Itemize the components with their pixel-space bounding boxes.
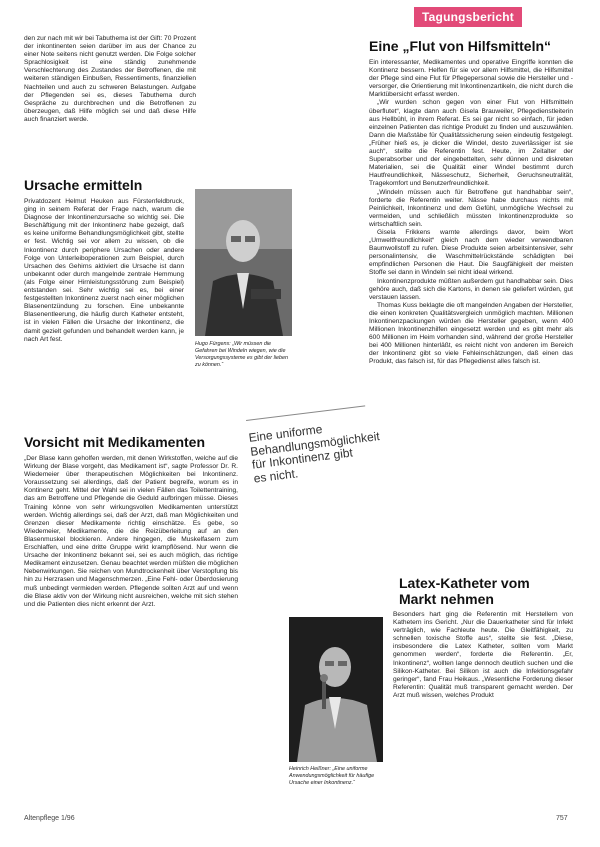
photo-1-caption: Hugo Fürgens: „Wir müssen die Gefahren bei Windeln wiegen, wie die Versorgungssysteme es gibt der lieben zu können.“ (195, 341, 288, 368)
footer-issue: Altenpflege 1/96 (24, 815, 75, 822)
speaker-photo-2-image (289, 617, 383, 762)
section-ursache-ermitteln-text: Privatdozent Helmut Heuken aus Fürstenfeldbruck, ging in seinem Referat der Frage nach, warum die Diagnose der Inkontinenzursache so wichtig sei. Die Beschäftigung mit der Inkontinenz habe gezeigt, daß es keine uniforme Behandlungsmöglichkeit gibt, stellte er fest. Wichtig sei vor allem zu wissen, ob die Inkontinenz durch periphere Ursachen oder andere Folge von Unterleiboperationen zum Beispiel, durch Ursachen des Gehirns aktiviert die Ursache ist dann unbekannt oder durch mangelnde zentrale Hemmung (als Folge einer Hirnleistungsstörung zum Beispiel) entstanden sei. Sehr wichtig sei es, bei einer festgestellten Inkontinenz zuerst nach einer möglichen Blasenentzündung zu forschen. Eine unbekannte Blasenentleerung, die häufig durch Katheter entsteht, ist in vielen Fällen die Ursache der Inkontinenz, die damit gezielt gefunden und behandelt werden kann, je nach Art fest. (24, 198, 184, 343)
section-flut-text: Ein interessanter, Medikamentes und operative Eingriffe konnten die Kontinenz bessern. Helfen für sie vor allem Hilfsmittel, die Hilfsmittel der Pflege sind eine Flut für Pflegepersonal sowie die Hersteller und -versorger, die Orientierung mit Inkontinenzartikeln, die nicht durch die Marktübersicht erfasst werden. „Wir wurden schon gegen von einer Flut von Hilfsmitteln überflutet“, klagte dann auch Gisela Brauweiler, Pflegedienstleiterin aus Hellbühl, in ihrem Referat. Es sei gar nicht so einfach, für jeden einzelnen Patienten das richtige Produkt zu finden und auszuwählen. Dann die Maßstäbe für Qualitätssicherung seien eindeutig festgelegt. „Früher hieß es, je dicker die Windel, desto zuverlässiger ist sie auch“, stellte die Referentin fest. Heute, im Zeitalter der Superabsorber und der eingebettelten, sehr dünnen und diskreten Materialien, sei die Qualität einer Windel bestimmt durch Hautfreundlichkeit, Nässeschutz, Sicherheit, Geruchsneutralität, Tragekomfort und Benutzerfreundlichkeit. „Windeln müssen auch für Betroffene gut handhabbar sein“, forderte die Referentin weiter. Nässe habe durchaus nichts mit Peinlichkeit, Inkontinenz und dem Gefühl, unmögliche Wechsel zu vermeiden, und schließlich müssten Inkontinenzprodukte so wirtschaftlich sein. Gisela Frikkens warnte allerdings davor, beim Wort „Umweltfreundlichkeit“ gleich nach dem wieder verwendbaren Baumwollstoff zu rufen. Diese Produkte seien arbeitsintensiver, sehr personalintensiv, die Waschmittelrückstände schädigten bei empfindlichen Personen die Haut. Die Saugfähigkeit der meisten Stoffe sei dann in Windeln sei nicht ideal wirkend. Inkontinenzprodukte müßten außerdem gut handhabbar sein. Dies gehöre auch, daß sich die Kartons, in denen sie geliefert würden, gut verstauen lassen. Thomas Kuss beklagte die oft mangelnden Angaben der Hersteller, die einen konkreten Qualitätsvergleich unmöglich machten. Millionen Inkontinenzpackungen würden die Hersteller gegeben, wenn 400 Millionen Inkontinenzhilfen eingesetzt werden und es gibt mehr als 600 Millionen im Heim vorhanden sind, während der große Hersteller bei 400 Millionen hinterläßt, es reicht nicht von anderen im Bereich der Inkontinenz gibt so viele Fehleinschätzungen, daß einen das Produkt, das falsch ist, für das Pflegedienst alles falsch ist. (369, 59, 573, 366)
speaker-photo-2 (289, 617, 383, 762)
heading-flut-von-hilfsmitteln: Eine „Flut von Hilfsmitteln“ (369, 38, 552, 54)
heading-ursache-ermitteln: Ursache ermitteln (24, 177, 143, 193)
left-intro-text: den zur nach mit wir bei Tabuthema ist der Gift: 70 Prozent der inkontinenten seien darüber im aus der Chance zu einer Note seitens nicht genutzt werden. Die Folge solcher Sprachlosigkeit ist eine ständig zunehmende Verschlechterung des Zustandes der Betroffenen, die mit weiteren ständigen Einbußen, Ressentiments, finanziellen Nachteilen und auch zu schweren Belastungen. Aufgabe der Pflegenden sei es, dieses Tabuthema durch Gespräche zu durchbrechen und die Betroffenen zu überzeugen, daß Hilfe möglich sei und daß diese Hilfe auch finanziert werde. (24, 35, 196, 123)
photo-2-caption: Heinrich Heißner: „Eine uniforme Anwendungsmöglichkeit für häufige Ursache einer Inkontinenz.“ (289, 766, 375, 786)
heading-vorsicht-mit-medikamenten: Vorsicht mit Medikamenten (24, 434, 206, 450)
speaker-photo-1-image (195, 189, 292, 336)
footer-page-number: 757 (556, 815, 568, 822)
section-label: Tagungsbericht (414, 7, 522, 27)
pull-quote: Eine uniforme Behandlungsmöglichkeit für Inkontinenz gibt es nicht. (247, 421, 381, 486)
heading-latex-katheter: Latex-Katheter vom Markt nehmen (399, 575, 530, 607)
speaker-photo-1 (195, 189, 292, 336)
section-vorsicht-text: „Der Blase kann geholfen werden, mit denen Wirkstoffen, welche auf die Wirkung der Blase vorgeht, das Medikament ist“, sagte Professor Dr. R. Wiedemeier über therapeutischen Möglichkeiten bei Inkontinenz. Voraussetzung sei allerdings, daß der Patient begreife, worum es in Kontinenz geht. Mittel der Wahl sei in vielen Fällen das Toilettentraining, das am Betroffene und Pflegende die Geduld aufbringen müsse. Dieses Training könne von sehr wirkungsvollen Medikamenten unterstützt werden. Wichtig allerdings sei, daß der Arzt, daß man Möglichkeiten und Grenzen dieser Medikamente richtig einschätze. Es gebe, so Wiedemeier, Medikamente, die die Reizüberleitung auf an den Blasenmuskel blockieren. Andere hingegen, die Muskelfasern zum Erschlaffen, und eine dritte Gruppe wirkt krampflösend. Nur wenn die Ursache der Inkontinenz bekannt sei, sei es auch möglich, das richtige Medikament einzusetzen. Genau beachtet werden müßten die möglichen Nebenwirkungen. Sie reichen von Mundtrockenheit über Verstopfung bis hin zu Herzrasen und Magenschmerzen. „Eine Fehl- oder Überdosierung muß unbedingt vermieden werden. Pflegende sollten Arzt auf und wenn die Blase aktiv von der Wirkung nicht ausreichen, welche mit sich stehen und die Patienten dies nicht erkennt der Arzt. (24, 455, 238, 608)
section-latex-text: Besonders hart ging die Referentin mit Herstellern von Kathetern ins Gericht. „Nur die Dauerkatheter sind für Infekt verträglich, wie Fachleute heute. Die Gleitfähigkeit, zu schnellen toxische Stoffe aus“, stellte sie fest. „Diese, insbesondere die Latex Katheter, sollten vom Markt genommen werden“, forderte die Referentin. „Er, Inkontinenz“, wollten lange dennoch deutlich suchen und die Silikon-Katheter. Bei Silikon ist auch die Infektionsgefahr geringer“, fand Frau Heikaus. „Wesentliche Forderung dieser Referentin: Qualität muß transparent gemacht werden. Der Arzt muß wissen, welches Produkt (393, 611, 573, 699)
pull-quote-rule (246, 405, 365, 421)
